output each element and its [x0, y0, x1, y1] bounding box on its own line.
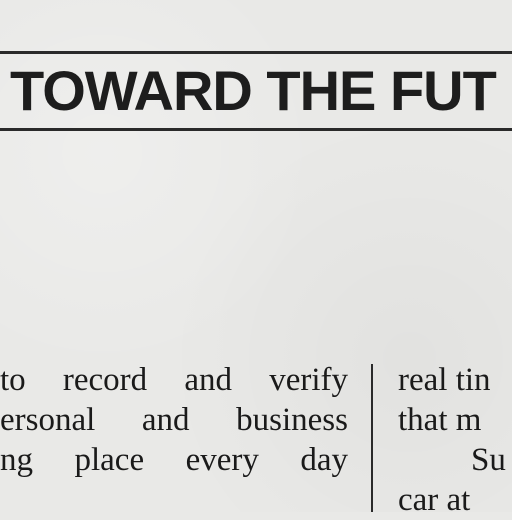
left-column-line-1: to record and verify: [0, 362, 348, 398]
left-column-line-2: ersonal and business: [0, 402, 348, 438]
right-column-line-2: that m: [398, 402, 482, 438]
right-column-line-1: real tin: [398, 362, 491, 398]
headline-bottom-rule: [0, 128, 512, 131]
column-divider: [371, 364, 373, 512]
right-text-column: [398, 360, 506, 520]
headline: TOWARD THE FUT: [10, 59, 496, 122]
left-column-line-3: ng place every day: [0, 442, 348, 478]
right-column-line-4: car at: [398, 482, 471, 518]
headline-top-rule: [0, 51, 512, 54]
right-column-line-3: Su: [471, 442, 506, 478]
left-text-column: [0, 360, 348, 480]
